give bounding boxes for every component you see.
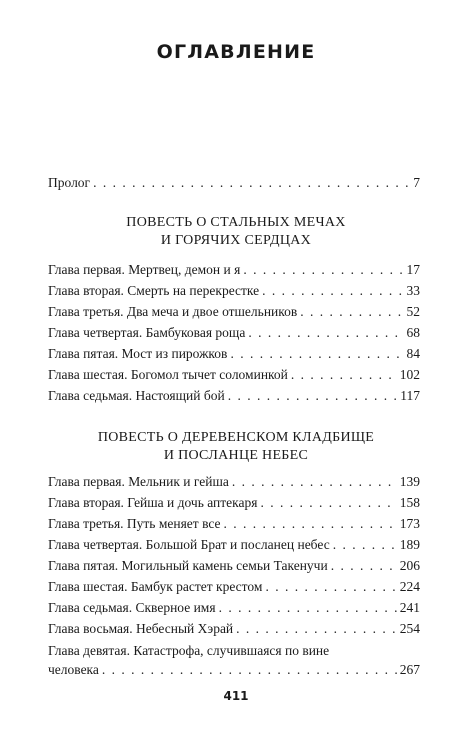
entry-page-number: 7 bbox=[413, 175, 420, 190]
dot-leader bbox=[219, 600, 397, 616]
part-heading-2 bbox=[0, 429, 472, 465]
entry-label: Глава третья. Два меча и двое отшельников bbox=[48, 304, 298, 319]
entry-label: Глава третья. Путь меняет все bbox=[48, 516, 221, 531]
entry-label: Глава первая. Мертвец, демон и я bbox=[48, 262, 241, 277]
dot-leader bbox=[243, 262, 403, 278]
part-heading-line: ПОВЕСТЬ О ДЕРЕВЕНСКОМ КЛАДБИЩЕ bbox=[97, 430, 375, 445]
toc-entry bbox=[48, 283, 420, 299]
dot-leader bbox=[236, 621, 397, 637]
dot-leader bbox=[291, 367, 397, 383]
entry-page-number: 267 bbox=[399, 662, 420, 677]
entry-label: Глава четвертая. Бамбуковая роща bbox=[48, 325, 246, 340]
entry-page-number: 102 bbox=[399, 367, 420, 382]
dot-leader bbox=[300, 304, 403, 320]
toc-entry bbox=[48, 474, 420, 490]
toc-entry bbox=[48, 516, 420, 532]
entry-page-number: 173 bbox=[399, 516, 420, 531]
dot-leader bbox=[93, 175, 410, 191]
entry-page-number: 206 bbox=[399, 558, 420, 573]
part-heading-line: И ПОСЛАНЦЕ НЕБЕС bbox=[163, 448, 309, 463]
entry-label: Глава пятая. Мост из пирожков bbox=[48, 346, 228, 361]
dot-leader bbox=[224, 516, 397, 532]
part-heading-line: И ГОРЯЧИХ СЕРДЦАХ bbox=[160, 233, 312, 248]
entry-page-number: 117 bbox=[400, 388, 420, 403]
entry-label: Глава вторая. Гейша и дочь аптекаря bbox=[48, 495, 258, 510]
dot-leader bbox=[265, 579, 396, 595]
entry-page-number: 68 bbox=[406, 325, 420, 340]
entry-label: Глава восьмая. Небесный Хэрай bbox=[48, 621, 234, 636]
entry-label: Глава седьмая. Скверное имя bbox=[48, 600, 216, 615]
toc-entry bbox=[48, 579, 420, 595]
part-heading-1 bbox=[0, 214, 472, 250]
dot-leader bbox=[333, 537, 397, 553]
entry-page-number: 241 bbox=[399, 600, 420, 615]
entry-page-number: 52 bbox=[406, 304, 420, 319]
entry-page-number: 254 bbox=[399, 621, 420, 636]
toc-entry bbox=[48, 262, 420, 278]
dot-leader bbox=[230, 346, 403, 362]
entry-label: Глава первая. Мельник и гейша bbox=[48, 474, 229, 489]
entry-label: Глава седьмая. Настоящий бой bbox=[48, 388, 225, 403]
toc-entry-multiline bbox=[48, 641, 420, 679]
entry-page-number: 17 bbox=[406, 262, 420, 277]
entry-label: Глава шестая. Бамбук растет крестом bbox=[48, 579, 263, 594]
dot-leader bbox=[262, 283, 403, 299]
entry-page-number: 139 bbox=[399, 474, 420, 489]
toc-entry-prologue bbox=[48, 175, 420, 191]
toc-entry bbox=[48, 495, 420, 511]
entry-label: Глава шестая. Богомол тычет соломинкой bbox=[48, 367, 288, 382]
toc-entry bbox=[48, 600, 420, 616]
toc-entry bbox=[48, 388, 420, 404]
entry-label: Глава четвертая. Большой Брат и посланец небес bbox=[48, 537, 330, 552]
entry-page-number: 158 bbox=[399, 495, 420, 510]
dot-leader bbox=[228, 388, 398, 404]
toc-entry bbox=[48, 325, 420, 341]
page-title: ОГЛАВЛЕНИЕ bbox=[156, 41, 316, 63]
dot-leader bbox=[248, 325, 403, 341]
entry-label: Глава вторая. Смерть на перекрестке bbox=[48, 283, 260, 298]
part-heading-line: ПОВЕСТЬ О СТАЛЬНЫХ МЕЧАХ bbox=[126, 215, 346, 230]
entry-page-number: 33 bbox=[406, 283, 420, 298]
dot-leader bbox=[102, 660, 397, 679]
toc-entry bbox=[48, 558, 420, 574]
dot-leader bbox=[232, 474, 397, 490]
page-number-footer: 411 bbox=[223, 689, 249, 703]
entry-page-number: 189 bbox=[399, 537, 420, 552]
entry-label: Глава девятая. Катастрофа, случившаяся по вине bbox=[48, 643, 330, 658]
entry-label-continuation bbox=[48, 660, 420, 679]
entry-page-number: 224 bbox=[399, 579, 420, 594]
toc-entry bbox=[48, 346, 420, 362]
entry-label: Глава пятая. Могильный камень семьи Такенучи bbox=[48, 558, 328, 573]
dot-leader bbox=[260, 495, 396, 511]
toc-entry bbox=[48, 367, 420, 383]
entry-label: человека bbox=[48, 662, 99, 677]
toc-entry bbox=[48, 537, 420, 553]
dot-leader bbox=[331, 558, 397, 574]
entry-page-number: 84 bbox=[406, 346, 420, 361]
toc-entry bbox=[48, 621, 420, 637]
toc-entry bbox=[48, 304, 420, 320]
entry-label: Пролог bbox=[48, 175, 91, 190]
